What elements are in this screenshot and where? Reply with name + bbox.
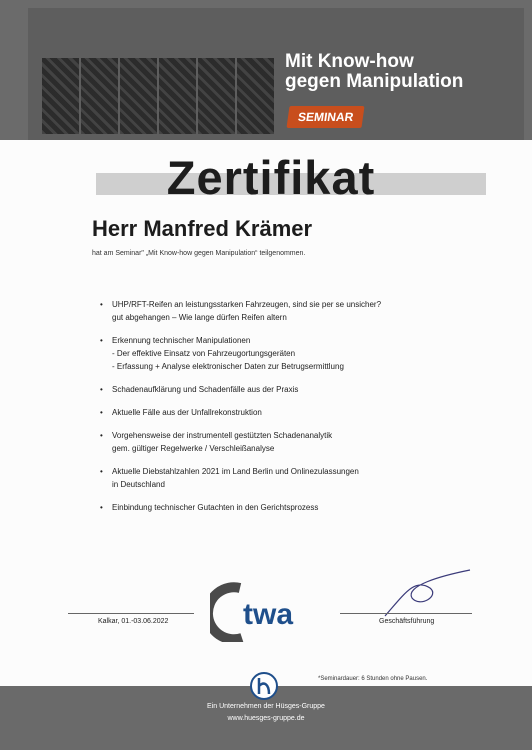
topic-text: Aktuelle Diebstahlzahlen 2021 im Land Berlin und Onlinezulassungen — [112, 467, 359, 476]
topic-subline: gut abgehangen – Wie lange dürfen Reifen altern — [112, 313, 287, 322]
headline-line-1: Mit Know-how — [285, 51, 414, 72]
topic-item — [100, 501, 460, 514]
place-date: Kalkar, 01.-03.06.2022 — [98, 618, 169, 625]
duration-note: *Seminardauer: 6 Stunden ohne Pausen. — [318, 676, 428, 682]
topic-text: UHP/RFT-Reifen an leistungsstarken Fahrzeugen, sind sie per se unsicher? — [112, 300, 382, 309]
topic-item — [100, 429, 460, 455]
signature-line — [340, 613, 472, 614]
topic-item — [100, 298, 460, 324]
topic-subline: in Deutschland — [112, 480, 165, 489]
photo-3 — [120, 58, 157, 134]
photo-6 — [237, 58, 274, 134]
topic-text: Aktuelle Fälle aus der Unfallrekonstruktion — [112, 408, 262, 417]
topic-subline: - Erfassung + Analyse elektronischer Daten zur Betrugsermittlung — [112, 362, 344, 371]
topic-item — [100, 383, 460, 396]
topic-text: Vorgehensweise der instrumentell gestützten Schadenanalytik — [112, 431, 333, 440]
seminar-headline — [285, 52, 463, 92]
footer-company: Ein Unternehmen der Hüsges-Gruppe — [207, 703, 325, 710]
twa-logo — [210, 582, 320, 642]
signature-icon — [380, 568, 472, 618]
recipient-name: Herr Manfred Krämer — [92, 216, 313, 241]
topic-subline: gem. gültiger Regelwerke / Verschleißanalyse — [112, 444, 275, 453]
topic-subline: - Der effektive Einsatz von Fahrzeugortungsgeräten — [112, 349, 296, 358]
topic-text: Einbindung technischer Gutachten in den Gerichtsprozess — [112, 503, 319, 512]
topic-text: Erkennung technischer Manipulationen — [112, 336, 251, 345]
footer-website: www.huesges-gruppe.de — [227, 715, 305, 722]
photo-4 — [159, 58, 196, 134]
date-line — [68, 613, 194, 614]
participation-text: hat am Seminar" „Mit Know-how gegen Manipulation“ teilgenommen. — [92, 250, 306, 257]
photo-5 — [198, 58, 235, 134]
seminar-badge: SEMINAR — [286, 106, 364, 128]
signature-role: Geschäftsführung — [379, 618, 435, 625]
twa-logo-text: twa — [243, 598, 294, 631]
photo-1 — [42, 58, 79, 134]
huesges-logo-icon — [250, 672, 278, 700]
topic-item — [100, 334, 460, 373]
photo-strip — [42, 58, 274, 134]
topic-item — [100, 406, 460, 419]
photo-2 — [81, 58, 118, 134]
certificate-title: Zertifikat — [166, 151, 376, 204]
topics-list — [100, 298, 460, 524]
topic-text: Schadenaufklärung und Schadenfälle aus der Praxis — [112, 385, 299, 394]
headline-line-2: gegen Manipulation — [285, 71, 464, 92]
topic-item — [100, 465, 460, 491]
